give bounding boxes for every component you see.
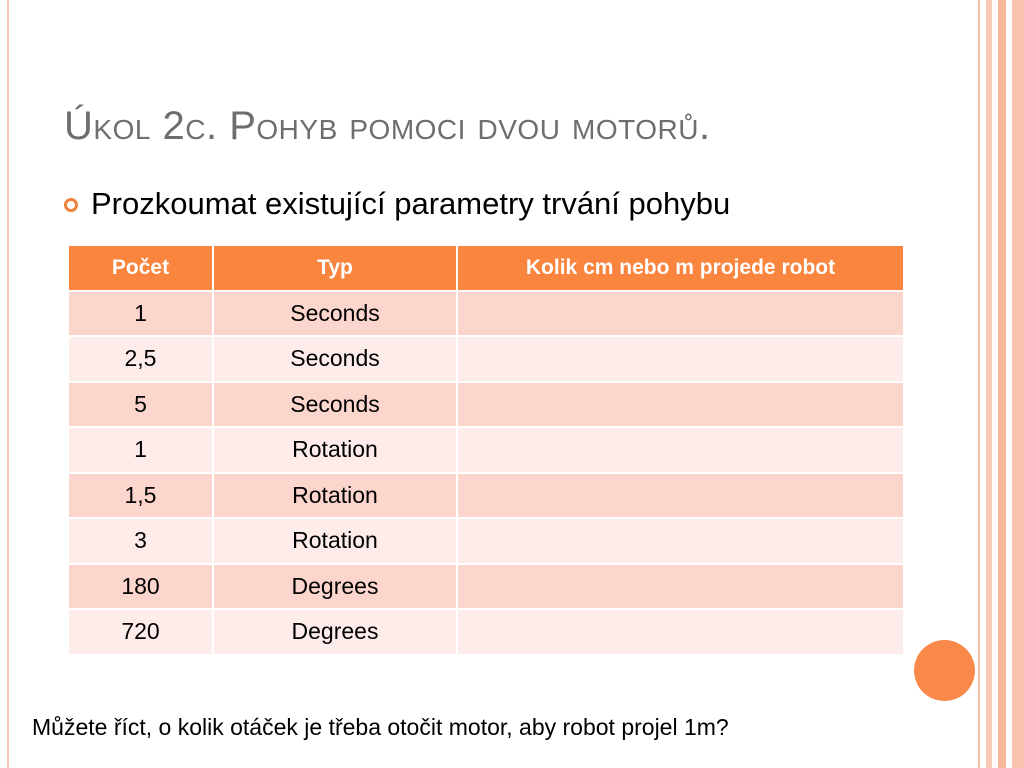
cell-typ: Degrees [213, 564, 457, 610]
cell-distance [457, 382, 904, 428]
cell-distance [457, 473, 904, 519]
column-header-distance: Kolik cm nebo m projede robot [457, 246, 904, 291]
cell-distance [457, 564, 904, 610]
cell-distance [457, 291, 904, 337]
table-row [69, 427, 904, 473]
table-row [69, 564, 904, 610]
right-decor-stripe [998, 0, 1006, 768]
table-header-row [69, 246, 904, 291]
table-row [69, 291, 904, 337]
footer-question: Můžete říct, o kolik otáček je třeba otočit motor, aby robot projel 1m? [32, 714, 729, 740]
cell-distance [457, 427, 904, 473]
table-row [69, 518, 904, 564]
cell-pocet: 2,5 [69, 336, 213, 382]
column-header-pocet: Počet [69, 246, 213, 291]
slide-title: Úkol 2c. Pohyb pomoci dvou motorů. [64, 104, 711, 148]
cell-typ: Degrees [213, 609, 457, 655]
cell-typ: Seconds [213, 336, 457, 382]
cell-typ: Rotation [213, 427, 457, 473]
cell-typ: Seconds [213, 382, 457, 428]
cell-typ: Rotation [213, 473, 457, 519]
decor-circle [914, 640, 975, 701]
cell-pocet: 3 [69, 518, 213, 564]
left-decor-line [7, 0, 9, 768]
cell-typ: Rotation [213, 518, 457, 564]
right-decor-stripe [986, 0, 992, 768]
parameters-table [69, 246, 905, 656]
cell-pocet: 5 [69, 382, 213, 428]
cell-pocet: 720 [69, 609, 213, 655]
bullet-item [64, 186, 730, 222]
table-row [69, 382, 904, 428]
cell-pocet: 1,5 [69, 473, 213, 519]
cell-typ: Seconds [213, 291, 457, 337]
column-header-typ: Typ [213, 246, 457, 291]
bullet-text: Prozkoumat existující parametry trvání pohybu [91, 186, 731, 221]
bullet-ring-icon [64, 198, 78, 212]
cell-distance [457, 336, 904, 382]
right-decor-stripe [978, 0, 980, 768]
right-decor-stripe [1012, 0, 1024, 768]
cell-distance [457, 518, 904, 564]
cell-pocet: 1 [69, 291, 213, 337]
table-row [69, 473, 904, 519]
cell-distance [457, 609, 904, 655]
table-row [69, 336, 904, 382]
table-row [69, 609, 904, 655]
cell-pocet: 1 [69, 427, 213, 473]
cell-pocet: 180 [69, 564, 213, 610]
